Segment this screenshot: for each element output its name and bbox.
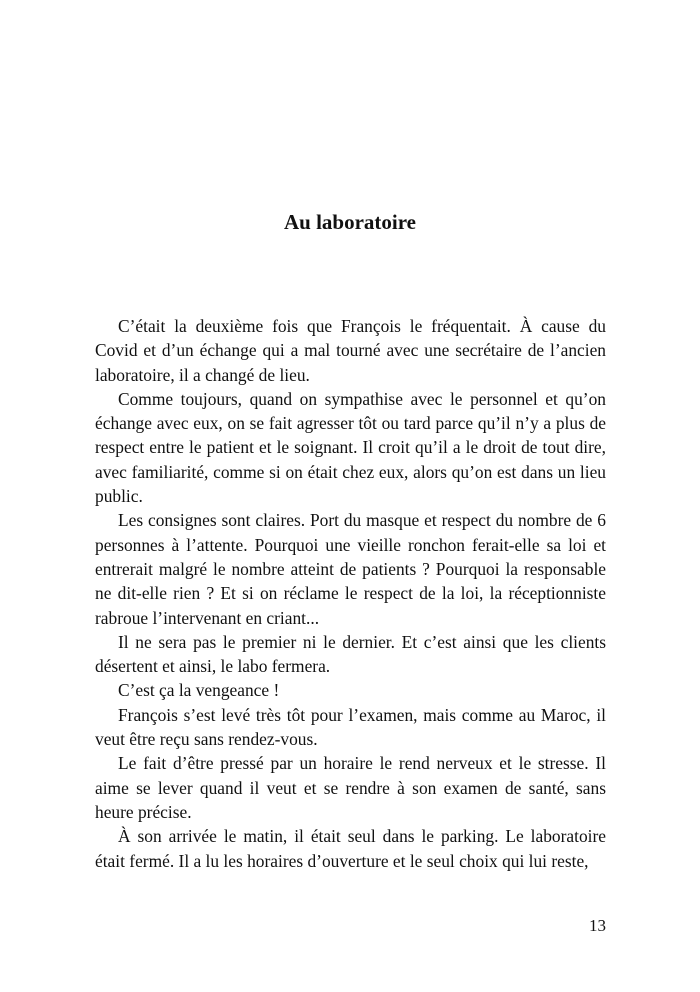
body-text (95, 314, 606, 873)
paragraph: Le fait d’être pressé par un horaire le rend nerveux et le stresse. Il aime se lever quand il veut et se rendre à son examen de santé, sans heure précise. (95, 753, 606, 822)
chapter-title: Au laboratoire (283, 210, 417, 234)
paragraph: À son arrivée le matin, il était seul dans le parking. Le laboratoire était fermé. Il a lu les horaires d’ouverture et le seul choix qui lui reste, (95, 826, 606, 871)
paragraph: Il ne sera pas le premier ni le dernier. Et c’est ainsi que les clients désertent et ainsi, le labo fermera. (95, 631, 606, 677)
page-number: 13 (589, 916, 606, 935)
paragraph: C’est ça la vengeance ! (118, 680, 280, 701)
paragraph: Les consignes sont claires. Port du masque et respect du nombre de 6 personnes à l’attente. Pourquoi une vieille ronchon ferait-elle sa loi et entrerait malgré le nombre atteint de patients ? Pourquoi la responsable ne dit-elle rien ? Et si on réclame le respect de la loi, la réceptionniste rabroue l’intervenant en criant... (95, 510, 606, 628)
paragraph: Comme toujours, quand on sympathise avec le personnel et qu’on échange avec eux, on se fait agresser tôt ou tard parce qu’il n’y a plus de respect entre le patient et le soignant. Il croit qu’il a le droit de tout dire, avec familiarité, comme si on était chez eux, alors qu’on est dans un lieu public. (95, 388, 606, 507)
paragraph: C’était la deuxième fois que François le fréquentait. À cause du Covid et d’un échange qui a mal tourné avec une secrétaire de l’ancien laboratoire, il a changé de lieu. (95, 316, 606, 385)
paragraph: François s’est levé très tôt pour l’examen, mais comme au Maroc, il veut être reçu sans rendez-vous. (95, 704, 606, 750)
